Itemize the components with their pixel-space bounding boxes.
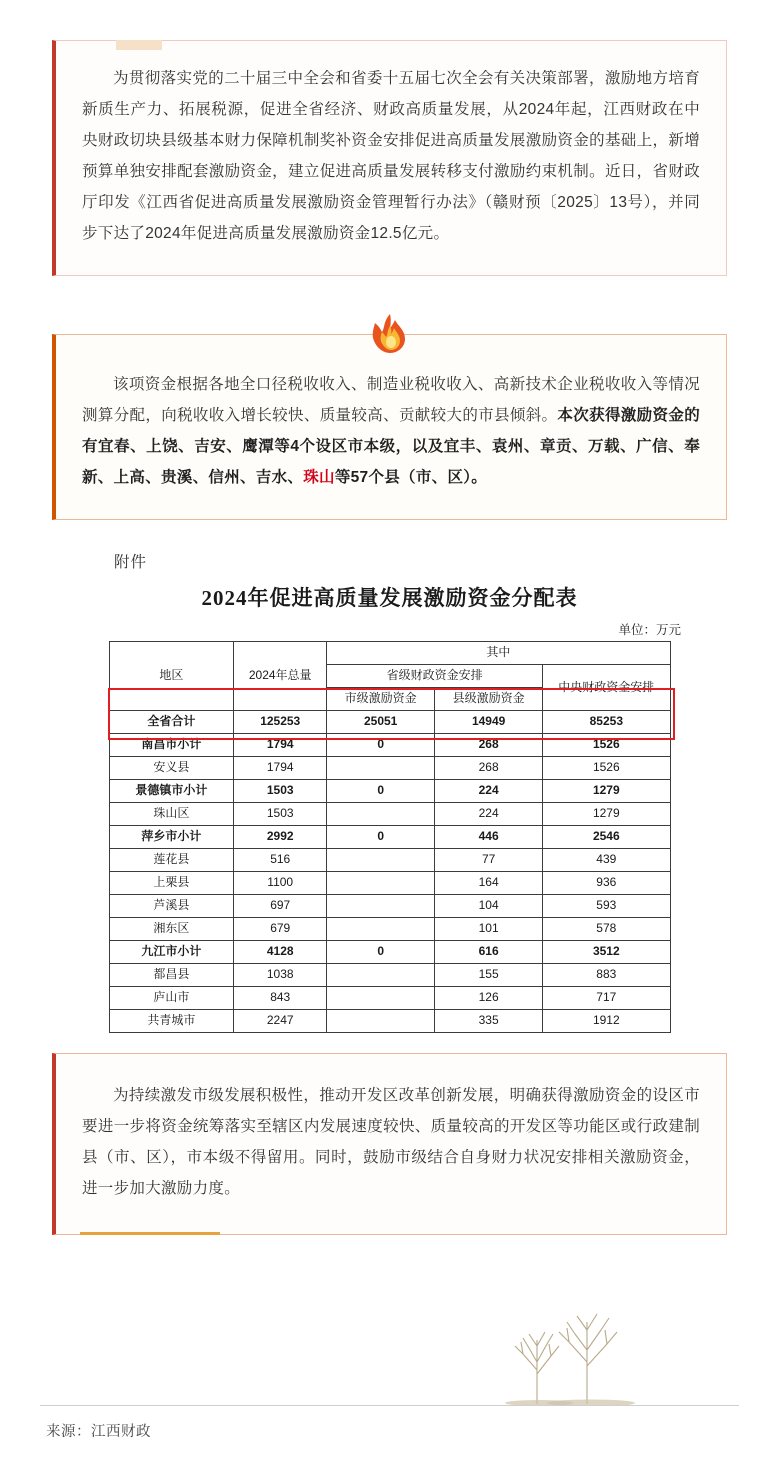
cell-city: [327, 1010, 435, 1033]
table-row: [109, 757, 670, 780]
cell-city: 25051: [327, 711, 435, 734]
table-row: [109, 895, 670, 918]
cell-city: [327, 964, 435, 987]
table-row: [109, 849, 670, 872]
cell-region: 上栗县: [109, 872, 234, 895]
cell-region: 安义县: [109, 757, 234, 780]
cell-county-prov: 224: [435, 780, 543, 803]
cell-city: 0: [327, 941, 435, 964]
header-group-other: 其中: [327, 642, 670, 665]
allocation-text-normal: 该项资金根据各地全口径税收收入、制造业税收收入、高新技术企业税收收入等情况测算分配，向税收收入增长较快、质量较高、贡献较大的市县倾斜。: [82, 376, 700, 424]
cell-county-central: 1526: [543, 734, 670, 757]
table-row: [109, 711, 670, 734]
cell-total: 125253: [234, 711, 327, 734]
source-text: 来源：江西财政: [46, 1424, 151, 1440]
cell-total: 1794: [234, 734, 327, 757]
cell-total: 2992: [234, 826, 327, 849]
cell-region: 莲花县: [109, 849, 234, 872]
table-header-row-1: [109, 642, 670, 665]
allocation-text-bold-1: 本次获得激励资金的有宜春、上饶、吉安、鹰潭等4个设区市本级，以及宜丰、袁州、章贡、万载、广信、奉新、上高、贵溪、信州、吉水、: [82, 407, 700, 486]
cell-total: 843: [234, 987, 327, 1010]
cell-total: 1503: [234, 803, 327, 826]
table-row: [109, 941, 670, 964]
cell-county-central: 85253: [543, 711, 670, 734]
header-group-central: 中央财政资金安排: [543, 665, 670, 711]
cell-city: 0: [327, 826, 435, 849]
table-body: [109, 711, 670, 1033]
cell-total: 1794: [234, 757, 327, 780]
cell-total: 679: [234, 918, 327, 941]
cell-county-central: 1912: [543, 1010, 670, 1033]
table-row: [109, 780, 670, 803]
header-sub-city: 市级激励资金: [327, 688, 435, 711]
cell-total: 2247: [234, 1010, 327, 1033]
cell-county-central: 883: [543, 964, 670, 987]
cell-region: 景德镇市小计: [109, 780, 234, 803]
cell-region: 全省合计: [109, 711, 234, 734]
header-total: 2024年总量: [234, 642, 327, 711]
cell-region: 萍乡市小计: [109, 826, 234, 849]
cell-county-central: 3512: [543, 941, 670, 964]
cell-county-prov: 126: [435, 987, 543, 1010]
table-row: [109, 964, 670, 987]
cell-city: 0: [327, 780, 435, 803]
cell-county-central: 717: [543, 987, 670, 1010]
flame-icon: [365, 312, 415, 356]
cell-region: 都昌县: [109, 964, 234, 987]
cell-county-prov: 446: [435, 826, 543, 849]
table-unit-label: 单位：万元: [618, 623, 681, 637]
cell-region: 九江市小计: [109, 941, 234, 964]
allocation-text-highlight: 珠山: [303, 469, 335, 486]
table-row: [109, 987, 670, 1010]
cell-county-prov: 14949: [435, 711, 543, 734]
table-head: [109, 642, 670, 711]
table-row: [109, 826, 670, 849]
cell-total: 4128: [234, 941, 327, 964]
cell-county-central: 2546: [543, 826, 670, 849]
allocation-callout-box: [52, 334, 727, 520]
cell-city: [327, 757, 435, 780]
closing-callout-box: [52, 1053, 727, 1235]
cell-county-prov: 155: [435, 964, 543, 987]
allocation-callout-wrap: [52, 334, 727, 520]
attachment-section: [52, 550, 727, 1033]
table-row: [109, 803, 670, 826]
cell-county-prov: 335: [435, 1010, 543, 1033]
cell-county-prov: 101: [435, 918, 543, 941]
table-title: 2024年促进高质量发展激励资金分配表: [201, 586, 578, 610]
table-row: [109, 1010, 670, 1033]
cell-county-prov: 268: [435, 757, 543, 780]
cell-region: 珠山区: [109, 803, 234, 826]
intro-callout-box: [52, 40, 727, 276]
tree-icon: [479, 1300, 659, 1405]
table-row: [109, 734, 670, 757]
cell-county-central: 936: [543, 872, 670, 895]
cell-county-prov: 104: [435, 895, 543, 918]
cell-region: 南昌市小计: [109, 734, 234, 757]
cell-county-prov: 77: [435, 849, 543, 872]
cell-county-central: 578: [543, 918, 670, 941]
cell-county-prov: 268: [435, 734, 543, 757]
cell-county-prov: 164: [435, 872, 543, 895]
cell-city: 0: [327, 734, 435, 757]
header-region: 地区: [109, 642, 234, 711]
cell-county-central: 439: [543, 849, 670, 872]
cell-total: 1100: [234, 872, 327, 895]
cell-county-central: 1279: [543, 803, 670, 826]
allocation-paragraph: [82, 369, 700, 493]
footer-decoration-area: [0, 1295, 779, 1405]
cell-city: [327, 918, 435, 941]
cell-city: [327, 987, 435, 1010]
cell-city: [327, 895, 435, 918]
cell-county-prov: 224: [435, 803, 543, 826]
table-row: [109, 918, 670, 941]
allocation-table: [109, 641, 671, 1033]
allocation-text-bold-2: 等57个县（市、区）。: [334, 469, 488, 486]
cell-city: [327, 803, 435, 826]
cell-region: 芦溪县: [109, 895, 234, 918]
cell-city: [327, 849, 435, 872]
cell-total: 1038: [234, 964, 327, 987]
header-sub-county-prov: 县级激励资金: [435, 688, 543, 711]
footer-divider: [40, 1405, 739, 1406]
table-row: [109, 872, 670, 895]
attachment-label: 附件: [114, 554, 148, 571]
header-group-province: 省级财政资金安排: [327, 665, 543, 688]
document-page: [0, 40, 779, 1463]
cell-total: 1503: [234, 780, 327, 803]
cell-county-central: 1279: [543, 780, 670, 803]
cell-total: 516: [234, 849, 327, 872]
cell-region: 湘东区: [109, 918, 234, 941]
cell-region: 共青城市: [109, 1010, 234, 1033]
cell-county-central: 1526: [543, 757, 670, 780]
cell-region: 庐山市: [109, 987, 234, 1010]
closing-paragraph: 为持续激发市级发展积极性，推动开发区改革创新发展，明确获得激励资金的设区市要进一步将资金统筹落实至辖区内发展速度较快、质量较高的开发区等功能区或行政建制县（市、区），市本级不得留用。同时，鼓励市级结合自身财力状况安排相关激励资金，进一步加大激励力度。: [82, 1087, 700, 1197]
cell-city: [327, 872, 435, 895]
cell-county-central: 593: [543, 895, 670, 918]
cell-county-prov: 616: [435, 941, 543, 964]
intro-paragraph: 为贯彻落实党的二十届三中全会和省委十五届七次全会有关决策部署，激励地方培育新质生产力、拓展税源，促进全省经济、财政高质量发展，从2024年起，江西财政在中央财政切块县级基本财力保障机制奖补资金安排促进高质量发展激励资金的基础上，新增预算单独安排配套激励资金，建立促进高质量发展转移支付激励约束机制。近日，省财政厅印发《江西省促进高质量发展激励资金管理暂行办法》（赣财预〔2025〕13号），并同步下达了2024年促进高质量发展激励资金12.5亿元。: [82, 70, 700, 242]
cell-total: 697: [234, 895, 327, 918]
